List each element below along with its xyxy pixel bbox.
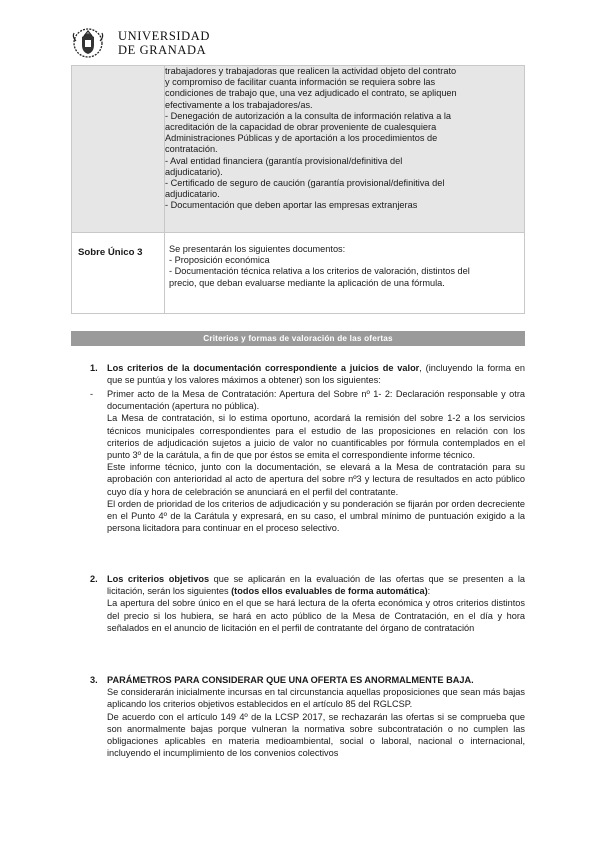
content-line: Administraciones Públicas y de aportación a los procedimientos de [165, 133, 438, 144]
row-content [165, 66, 525, 233]
content-line: trabajadores y trabajadoras que realicen la actividad objeto del contrato [165, 66, 457, 76]
bullet-dash: - [90, 389, 94, 399]
section-2-intro [107, 573, 525, 597]
row-label [72, 66, 165, 233]
content-line: - Proposición económica [169, 255, 270, 266]
content-line: efectivamente a los trabajadores/as. [165, 99, 313, 110]
section-banner: Criterios y formas de valoración de las ofertas [71, 331, 525, 346]
university-crest-icon [70, 27, 106, 59]
documents-table [71, 65, 525, 314]
section-2-bold: (todos ellos evaluables de forma automática) [231, 586, 428, 597]
table-row [72, 66, 525, 233]
university-header [70, 27, 270, 61]
content-line: condiciones de trabajo que, una vez adjudicado el contrato, se apliquen [165, 88, 457, 99]
content-line: contratación. [165, 144, 218, 155]
paragraph: De acuerdo con el artículo 149 4º de la LCSP 2017, se rechazarán las ofertas si se comprueba que son anormalmente bajas porque vulneran la normativa sobre subcontratación o no cumplen las obligaciones aplicables en materia medioambiental, social o laboral, nacional o internacional, incluyendo el incumplimiento de los convenios colectivos [107, 711, 525, 759]
content-line: precio, que deban evaluarse mediante la aplicación de una fórmula. [169, 277, 445, 288]
section-3 [107, 674, 525, 759]
section-3-number: 3. [90, 675, 98, 685]
row-content [165, 233, 525, 314]
table-row [72, 233, 525, 314]
section-1-heading-rest: , (incluyendo la forma en que se puntúa y los valores máximos a obtener) son los siguientes: [107, 363, 526, 386]
section-3-heading: PARÁMETROS PARA CONSIDERAR QUE UNA OFERTA ES ANORMALMENTE BAJA. [107, 675, 474, 685]
section-1-intro [107, 362, 525, 386]
content-line: - Denegación de autorización a la consulta de información relativa a la [165, 110, 452, 121]
section-2 [107, 573, 525, 634]
paragraph: Se considerarán inicialmente incursas en tal circunstancia aquellas proposiciones que sean más bajas aplicando los criterios objetivos establecidos en el artículo 85 del RGLCSP. [107, 687, 525, 710]
section-2-heading: Los criterios objetivos [107, 574, 210, 584]
section-2-text-c: : [427, 586, 431, 597]
content-line: Se presentarán los siguientes documentos: [169, 244, 346, 254]
logo-line-1: UNIVERSIDAD [118, 29, 211, 43]
content-line: - Documentación técnica relativa a los criterios de valoración, distintos del [169, 266, 470, 277]
section-1-body [107, 388, 525, 534]
logo-line-2: DE GRANADA [118, 43, 207, 57]
content-line: y compromiso de facilitar cuanta información se requiera sobre las [165, 77, 436, 88]
section-1-number: 1. [90, 363, 98, 373]
content-line: - Documentación que deben aportar las empresas extranjeras [165, 200, 418, 211]
content-line: - Certificado de seguro de caución (garantía provisional/definitiva del [165, 178, 445, 189]
section-2-text-a: que se aplicarán en la evaluación de las ofertas que se presenten a la licitación, serán los siguientes [107, 574, 525, 597]
content-line: adjudicatario. [165, 189, 220, 200]
paragraph: La apertura del sobre único en el que se hará lectura de la oferta económica y otros criterios distintos del precio si los hubiera, se hará en acto público de la Mesa de Contratación, en el día y hora señalados en el anuncio de licitación en el perfil de contratante del órgano de contratación [107, 598, 525, 633]
section-1 [107, 362, 525, 386]
paragraph: La Mesa de contratación, si lo estima oportuno, acordará la remisión del sobre 1-2 a los servicios técnicos municipales correspondientes para el estudio de las proposiciones en relación con los criterios de adjudicación sujetos a juicio de valor no cuantificables por fórmula contemplados en el punto 3º de la carátula, a fin de que por éstos se emita el correspondiente informe técnico. [107, 413, 525, 461]
paragraph: Este informe técnico, junto con la documentación, se elevará a la Mesa de contratación para su aprobación con anterioridad al acto de apertura del sobre nº3 y lectura de resultados en acto público cuyo día y hora de celebración se anunciará en el perfil del contratante. [107, 462, 525, 497]
paragraph: Primer acto de la Mesa de Contratación: Apertura del Sobre nº 1- 2: Declaración responsable y otra documentación (apertura no pública). [107, 389, 525, 412]
content-line: acreditación de la capacidad de obrar proveniente de cualesquiera [165, 122, 437, 133]
row-label: Sobre Único 3 [72, 233, 165, 314]
content-line: adjudicatario). [165, 166, 223, 177]
section-2-number: 2. [90, 574, 98, 584]
section-1-heading: Los criterios de la documentación correspondiente a juicios de valor [107, 363, 420, 373]
content-line: - Aval entidad financiera (garantía provisional/definitiva del [165, 155, 403, 166]
university-name [118, 29, 210, 57]
paragraph: El orden de prioridad de los criterios de adjudicación y su ponderación se fijarán por orden decreciente en el Punto 4º de la Carátula y expresará, en su caso, el umbral mínimo de puntuación exigido a la persona licitadora para continuar en el proceso selectivo. [107, 498, 525, 534]
